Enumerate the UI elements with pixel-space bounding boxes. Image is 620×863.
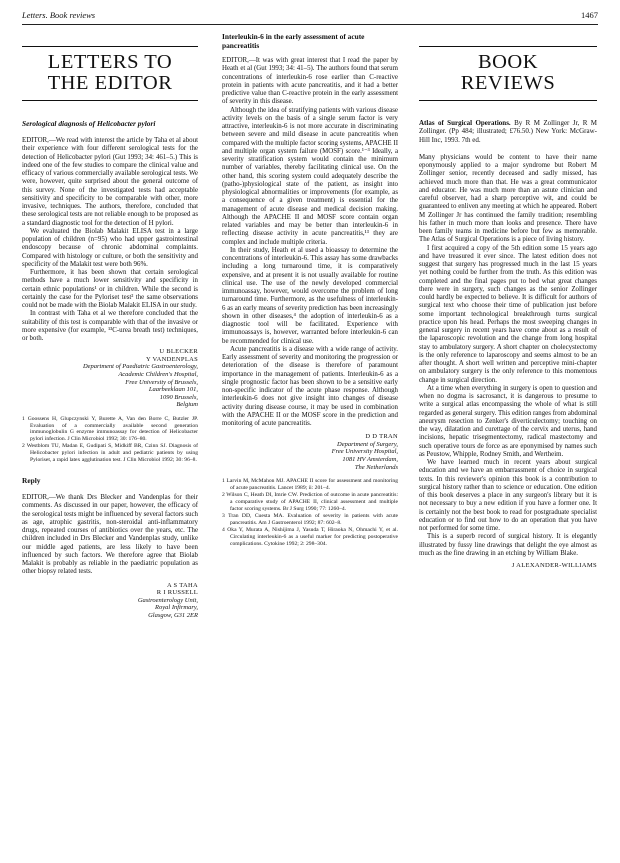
author-name: A S TAHA <box>166 581 198 589</box>
author-name: Y VANDENPLAS <box>145 355 198 363</box>
affiliation-line: Department of Paediatric Gastroenterology, <box>82 363 198 371</box>
column-book-reviews <box>419 32 597 570</box>
reference-item: 1 Larvin M, McMahon MJ. APACHE II score for assessment and monitoring of acute pancreatitis. Lancet 1989; ii: 201–4. <box>222 478 398 491</box>
paragraph: At a time when everything in surgery is open to question and when no dogma is sacrosanct, it is dangerous to presume to write a surgical atlas encompassing the whole of what is still regarded as general surgery. This edition ranges from abdominal aneurysm resection to Zenker's diverticulectomy; touching on the way, dilatation and curettage of the cervix and uterus, hand incisions, hepatic trisegmentectomy, radical mastectomy and such operative tours de force as are eponymised by names such as Peustow, Whipple, Rodney Smith, and Wertheim. <box>419 384 597 458</box>
paragraph: Acute pancreatitis is a disease with a wide range of activity. Early assessment of severity and monitoring the progression or deterioration of the disease is therefore of paramount importance in the management of patients. Interleukin-6 as a single prognostic factor has been shown to be a sensitive early non-specific indicator of the acute phase response. Although interleukin-6 does not give insight into changes of disease activity during disease course, it may be used in combination with the APACHE II or the MOSF score in the prediction and monitoring of acute pancreatitis. <box>222 345 398 427</box>
affiliation-line: Belgium <box>176 401 198 409</box>
page-number: 1467 <box>581 10 598 20</box>
author-block <box>222 433 398 471</box>
author-name: R I RUSSELL <box>156 589 198 597</box>
paragraph: I first acquired a copy of the 5th edition some 15 years ago and have treasured it ever since. The latest edition does not suggest that surgery has progressed much in the last 15 years yet nothing could be further from the truth. As this edition was completed and the final pages put to bed what great changes there were in surgery, such changes as the senior Zollinger could hardly be expected to believe. It is difficult for authors of surgical text who choose their time of publication just before some important technological breakthrough turns surgical practice upon his head. Perhaps the most sweeping changes in general surgery in recent years have come about as a result of the laparoscopic revolution and the change from long hospital stay to ambulatory surgery. A short chapter on cholecystectomy is the only reference to laparoscopy and seems almost to be an after thought. A short well written and perceptive mini-chapter on ambulatory surgery is the only reference to this momentous change in surgical direction. <box>419 244 597 384</box>
reference-item: 2 Westblom TU, Madan E, Gudipati S, Midkiff BR, Czinn SJ. Diagnosis of Helicobacter pylori infection in adult and pediatric patients by using Pyloriset, a rapid latex agglutination test. J Clin Microbiol 1992; 30: 96–8. <box>22 443 198 463</box>
reference-item: 3 Tran DD, Cuesta MA. Evaluation of severity in patients with acute pancreatitis. Am J Gastroenterol 1992; 87: 602–8. <box>222 513 398 526</box>
references <box>22 416 198 463</box>
affiliation-line: Free University Hospital, <box>331 448 398 456</box>
book-heading <box>419 119 597 144</box>
paragraph: EDITOR,—It was with great interest that I read the paper by Heath et al (Gut 1993; 34: 41–5). The authors found that serum concentrations of interleukin-6 rose earlier than C-reactive protein in patients with acute pancreatitis, and it had a better predictive value than C-reactive protein in the early assessment of severity in this disease. <box>222 57 398 106</box>
paragraph: In contrast with Taha et al we therefore concluded that the suitability of this test is comparable with that of the invasive or more expensive (for example, ¹³C-urea breath test) techniques, or both. <box>22 310 198 342</box>
paragraph: Although the idea of stratifying patients with various disease activity levels on the basis of a single serum factor is very attractive, interleukin-6 is not more accurate in discriminating between severe and mild disease in acute pancreatitis when compared with the multiple factor scoring systems, APACHE II and multiple organ system failure (MOSF) score.¹⁻³ Ideally, a severity stratification system would contain the minimum number of variables, thereby facilitating clinical use. On the other hand, this scoring system could adequately describe the (patho-)physiological state of the patient, as insight into physiological abnormalities or improvements (for example, as a consequence of a given treatment) is essential for the management of acute disease and medical decision making. Although the APACHE II and MOSF score contain organ related variables and may be better than interleukin-6 in reflecting disease activity in acute pancreatitis,¹³ they are complex and include multiple criteria. <box>222 106 398 246</box>
paragraph: We have learned much in recent years about surgical education and we have an embarrassment of choice in surgical texts. In this reviewer's opinion this book is a contribution to surgical history rather than to science or education. One edition of this book deserves a place in any surgeon's library but it is not necessary to buy a new edition if you have a former one. It is certainly not the best book to read for postgraduate specialist education or to find out how to do an operation that you have not performed for some time. <box>419 459 597 533</box>
affiliation-line: Academic Children's Hospital, <box>118 371 198 379</box>
column-interleukin-letter <box>222 32 398 548</box>
paragraph: We evaluated the Biolab Malakit ELISA test in a large population of children (n=95) who had upper gastrointestinal endoscopy because of chronic abdominal complaints. Compared with histology or culture, or both the sensitivity and specificity of the Malakit test were both 96%. <box>22 227 198 268</box>
reference-item: 4 Oka Y, Murata A, Nishijima J, Yasuda T, Hiraoka N, Ohmachi Y, et al. Circulating interleukin-6 as a useful marker for predicting postoperative complications. Cytokine 1992; 2: 298–304. <box>222 527 398 547</box>
affiliation-line: Laarbeeklaan 101, <box>148 386 198 394</box>
reviewer-name: J ALEXANDER-WILLIAMS <box>511 562 597 570</box>
paragraph: In their study, Heath et al used a bioassay to determine the concentrations of interleukin-6. This assay has some drawbacks including a long turnaround time, it is comparatively expensive, and at present it is not usually available for routine clinical use. The use of the newly developed commercial immunoassay, however, would overcome the problem of long turnaround time. Furthermore, as the usefulness of interleukin-6 as an early means of severity prediction has been increasingly shown in other diseases,⁴ the adoption of interleukin-6 as a diagnostic tool will be facilitated. Experience with immunoassays is, however, warranted before interleukin-6 can be recommended for clinical use. <box>222 246 398 345</box>
reply-author-block <box>22 582 198 620</box>
affiliation-line: Glasgow, G31 2ER <box>148 612 198 620</box>
affiliation-line: Royal Infirmary, <box>155 604 198 612</box>
author-name: U BLECKER <box>159 348 198 356</box>
reference-item: 2 Wilson C, Heath DI, Imrie CW. Prediction of outcome in acute pancreatitis: a comparative study of APACHE II, clinical assessment and multiple factor scoring systems. Br J Surg 1990; 77: 1260–4. <box>222 492 398 512</box>
running-head: Letters. Book reviews <box>22 10 96 20</box>
banner-line: LETTERS TO <box>47 51 173 73</box>
paragraph: Many physicians would be content to have their name eponymously applied to a major syndrome but Robert M Zollinger senior, recently deceased and sadly missed, has achieved much more than that. He was a great communicator and educator. He was much more than an astute clinician and careful observer, had a sharp perceptive wit, and could be guaranteed to enliven any meeting at which he appeared. Robert M Zollinger Jr has continued the family tradition; resembling his father in much more than looks and presence. There have been family teams in medicine before but few as memorable. The Atlas of Surgical Operations is a piece of living history. <box>419 153 597 244</box>
affiliation-line: 1081 HV Amsterdam, <box>342 456 398 464</box>
author-name: D D TRAN <box>365 433 398 441</box>
banner-line: THE EDITOR <box>47 72 173 94</box>
paragraph: EDITOR,—We read with interest the article by Taha et al about their experience with four different serological tests for the detection of Helicobacter pylori (Gut 1993; 34: 461–5.) This is indeed one of the few studies to compare the clinical value and efficacy of various commercially available serological tests. We were, however, quite surprised about the general outcome of this survey. None of the investigated tests had acceptable sensitivity and specificity to be comparable with other, more invasive, techniques. The authors, therefore, concluded that these serological tests are not reliable enough to be proposed as a standard diagnostic tool for the detection of H pylori. <box>22 137 198 227</box>
paragraph: This is a superb record of surgical history. It is elegantly illustrated by fussy line drawings that delight the eye almost as much as the fine drawing in an etching by William Blake. <box>419 533 597 557</box>
book-title: Atlas of Surgical Operations. <box>419 119 511 127</box>
column-letters <box>22 32 198 620</box>
paragraph: EDITOR,—We thank Drs Blecker and Vandenplas for their comments. As discussed in our paper, however, the efficacy of the serological tests might be influenced by several factors such as age, atrophic gastritis, non-steroidal anti-inflammatory drugs, repeated courses of antibiotics over the years, etc. The children included in Drs Blecker and Vandenplas study, unlike our middle aged patients, are less likely to have been influenced by such factors. We therefore agree that Biolab Malakit is probably as reliable in the paediatric population as other biopsy related tests. <box>22 494 198 576</box>
top-rule <box>22 24 598 25</box>
affiliation-line: 1090 Brussels, <box>159 393 198 401</box>
affiliation-line: Department of Surgery, <box>337 440 398 448</box>
letters-banner <box>22 46 198 101</box>
book-reviews-banner <box>419 46 597 101</box>
letter-title: Interleukin-6 in the early assessment of acute pancreatitis <box>222 32 365 50</box>
reference-item: 1 Goossens H, Glupczynski Y, Burette A, Van den Borre C, Butzler JP. Evaluation of a commercially available second generation immunoglobulin G enzyme immunoassay for detection of Helicobacter pylori infection. J Clin Microbiol 1992; 30: 176–80. <box>22 416 198 442</box>
references <box>222 478 398 547</box>
author-block <box>22 348 198 409</box>
affiliation-line: Free University of Brussels, <box>125 378 198 386</box>
banner-line: BOOK <box>477 51 539 73</box>
reply-title: Reply <box>22 476 41 486</box>
affiliation-line: The Netherlands <box>354 463 398 471</box>
book-details: By R M Zollinger Jr, R M Zollinger. (Pp 484; illustrated; £76.50.) New York: McGraw-Hill Inc, 1993. 7th ed. <box>419 119 597 144</box>
affiliation-line: Gastroenterology Unit, <box>137 596 198 604</box>
banner-line: REVIEWS <box>460 72 556 94</box>
paragraph: Furthermore, it has been shown that certain serological methods have a much lower sensitivity and specificity in certain ethnic populations¹ or in children. While the second is certainly the case for the Pyloriset test² the same observations could not be made with the Biolab Malakit ELISA in our study. <box>22 269 198 309</box>
letter-title: Serological diagnosis of Helicobacter pylori <box>22 119 156 128</box>
